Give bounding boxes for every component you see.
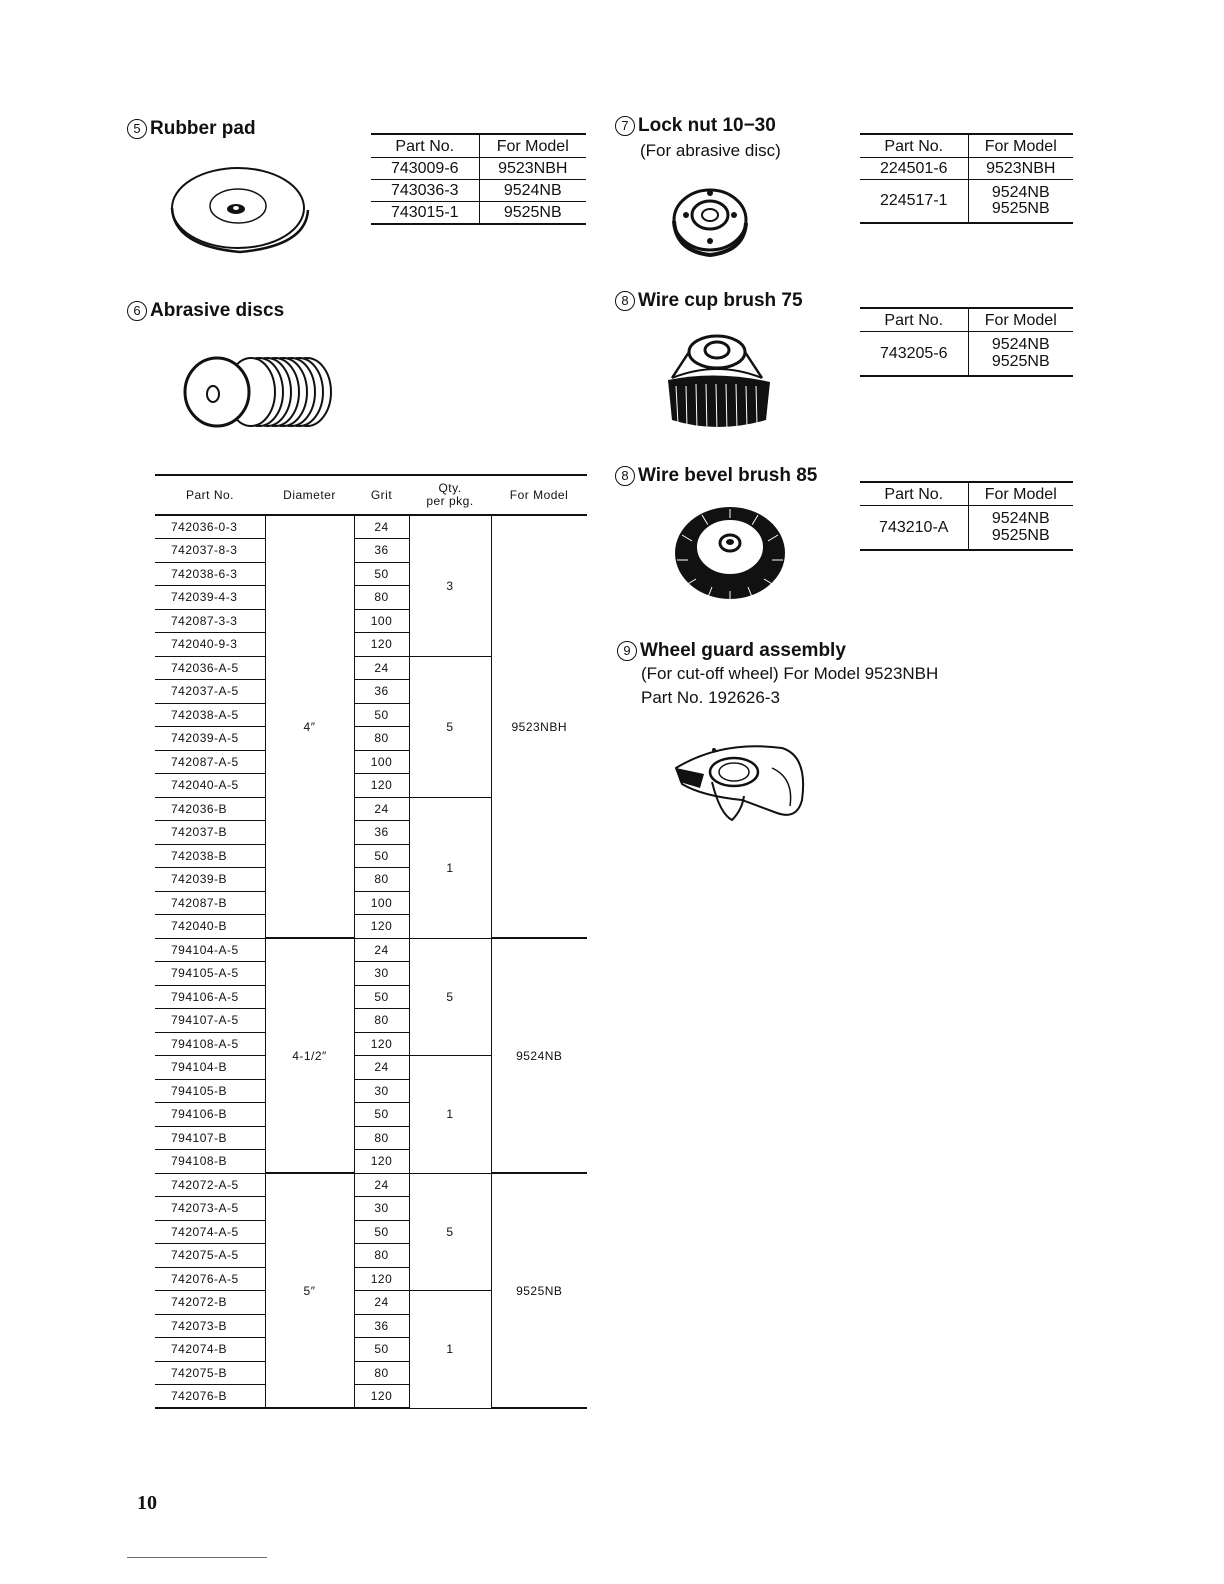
section-number: 8 [615,291,635,311]
model-cell: 9525NB [491,1173,587,1408]
footer-rule [127,1557,267,1558]
part-no-cell: 742076-B [155,1385,265,1409]
part-no-cell: 794106-A-5 [155,985,265,1009]
diameter-cell: 5″ [265,1173,354,1408]
section-number: 5 [127,119,147,139]
part-no-cell: 794104-B [155,1056,265,1080]
grit-cell: 50 [354,844,409,868]
section-number: 7 [615,116,635,136]
section-title: Lock nut 10−30 [638,115,776,136]
lock-nut-heading [615,115,776,137]
grit-cell: 50 [354,703,409,727]
header-for-model: For Model [479,134,586,158]
grit-cell: 80 [354,1009,409,1033]
part-no-cell: 742039-4-3 [155,586,265,610]
part-no-cell: 743036-3 [371,180,479,202]
part-no-cell: 794108-A-5 [155,1032,265,1056]
part-no-cell: 742072-B [155,1291,265,1315]
grit-cell: 36 [354,821,409,845]
part-no-cell: 794106-B [155,1103,265,1127]
section-title: Wire bevel brush 85 [638,465,818,486]
wheel-guard-description: (For cut-off wheel) For Model 9523NBH [641,664,939,683]
grit-cell: 24 [354,1056,409,1080]
section-number: 9 [617,641,637,661]
part-no-cell: 742040-9-3 [155,633,265,657]
part-no-cell: 743009-6 [371,158,479,180]
wire-bevel-brush-illustration [672,505,787,605]
grit-cell: 24 [354,1173,409,1197]
part-no-cell: 742087-3-3 [155,609,265,633]
part-no-cell: 743210-A [860,506,968,550]
abrasive-disc-table [155,474,587,1409]
part-no-cell: 742087-A-5 [155,750,265,774]
lock-nut-table [860,133,1073,224]
abrasive-discs-illustration [183,350,343,430]
header-for-model: For Model [968,308,1073,332]
grit-cell: 120 [354,915,409,939]
qty-cell: 5 [409,1173,491,1291]
header-for-model: For Model [968,134,1073,158]
grit-cell: 80 [354,1126,409,1150]
section-title: Wire cup brush 75 [638,290,803,311]
grit-cell: 80 [354,586,409,610]
part-no-cell: 742040-B [155,915,265,939]
diameter-cell: 4″ [265,515,354,938]
rubber-pad-illustration [170,160,315,260]
qty-cell: 5 [409,938,491,1056]
model-cell: 9524NB 9525NB [968,506,1073,550]
rubber-pad-heading [127,118,256,140]
grit-cell: 100 [354,750,409,774]
part-no-cell: 742075-A-5 [155,1244,265,1268]
grit-cell: 120 [354,1385,409,1409]
section-title: Wheel guard assembly [640,640,846,661]
part-no-cell: 742037-A-5 [155,680,265,704]
grit-cell: 50 [354,985,409,1009]
part-no-cell: 742038-A-5 [155,703,265,727]
wire-bevel-table [860,481,1073,551]
part-no-cell: 742087-B [155,891,265,915]
grit-cell: 80 [354,868,409,892]
abrasive-discs-heading [127,300,284,322]
table-row [155,938,587,962]
grit-cell: 80 [354,1361,409,1385]
grit-cell: 30 [354,1079,409,1103]
part-no-cell: 742074-A-5 [155,1220,265,1244]
part-no-cell: 794108-B [155,1150,265,1174]
part-no-cell: 742039-A-5 [155,727,265,751]
part-no-cell: 794105-A-5 [155,962,265,986]
part-no-cell: 742040-A-5 [155,774,265,798]
section-number: 8 [615,466,635,486]
model-cell: 9523NBH [491,515,587,938]
part-no-cell: 742075-B [155,1361,265,1385]
grit-cell: 36 [354,680,409,704]
table-row [155,515,587,539]
grit-cell: 30 [354,1197,409,1221]
model-cell: 9524NB 9525NB [968,332,1073,376]
grit-cell: 100 [354,609,409,633]
grit-cell: 30 [354,962,409,986]
part-no-cell: 742072-A-5 [155,1173,265,1197]
header-grit: Grit [354,475,409,515]
qty-cell: 1 [409,797,491,938]
header-diameter: Diameter [265,475,354,515]
model-cell: 9525NB [479,202,586,225]
part-no-cell: 743015-1 [371,202,479,225]
grit-cell: 120 [354,1032,409,1056]
wheel-guard-heading [617,640,846,662]
part-no-cell: 742073-A-5 [155,1197,265,1221]
wire-bevel-heading [615,465,817,487]
part-no-cell: 794107-A-5 [155,1009,265,1033]
part-no-cell: 742038-B [155,844,265,868]
model-cell: 9524NB 9525NB [968,180,1073,223]
grit-cell: 120 [354,774,409,798]
grit-cell: 120 [354,1150,409,1174]
part-no-cell: 742076-A-5 [155,1267,265,1291]
wheel-guard-part-no: Part No. 192626-3 [641,688,780,707]
model-cell: 9524NB [491,938,587,1173]
wire-cup-table [860,307,1073,377]
grit-cell: 50 [354,1220,409,1244]
header-part-no: Part No. [371,134,479,158]
page-number: 10 [137,1492,157,1514]
qty-cell: 1 [409,1291,491,1409]
rubber-pad-table [371,133,586,225]
qty-cell: 3 [409,515,491,656]
header-part-no: Part No. [860,482,968,506]
grit-cell: 80 [354,727,409,751]
section-title: Rubber pad [150,118,256,139]
part-no-cell: 742039-B [155,868,265,892]
section-number: 6 [127,301,147,321]
header-part-no: Part No. [860,134,968,158]
header-part-no: Part No. [155,475,265,515]
grit-cell: 24 [354,797,409,821]
part-no-cell: 742036-B [155,797,265,821]
grit-cell: 24 [354,938,409,962]
part-no-cell: 742073-B [155,1314,265,1338]
wire-cup-heading [615,290,803,312]
part-no-cell: 794107-B [155,1126,265,1150]
grit-cell: 80 [354,1244,409,1268]
diameter-cell: 4-1/2″ [265,938,354,1173]
model-cell: 9523NBH [479,158,586,180]
lock-nut-subtitle: (For abrasive disc) [640,141,781,160]
grit-cell: 36 [354,1314,409,1338]
header-qty: Qty. per pkg. [409,475,491,515]
header-for-model: For Model [968,482,1073,506]
qty-cell: 5 [409,656,491,797]
part-no-cell: 742037-8-3 [155,539,265,563]
grit-cell: 50 [354,1338,409,1362]
grit-cell: 120 [354,1267,409,1291]
grit-cell: 24 [354,656,409,680]
grit-cell: 50 [354,562,409,586]
part-no-cell: 742038-6-3 [155,562,265,586]
part-no-cell: 743205-6 [860,332,968,376]
qty-cell: 1 [409,1056,491,1174]
wheel-guard-illustration [672,738,812,828]
table-row [155,1173,587,1197]
part-no-cell: 224517-1 [860,180,968,223]
part-no-cell: 742036-A-5 [155,656,265,680]
model-cell: 9524NB [479,180,586,202]
grit-cell: 24 [354,1291,409,1315]
wire-cup-brush-illustration [662,330,777,435]
part-no-cell: 742036-0-3 [155,515,265,539]
part-no-cell: 794104-A-5 [155,938,265,962]
part-no-cell: 224501-6 [860,158,968,180]
lock-nut-illustration [668,185,758,260]
part-no-cell: 742074-B [155,1338,265,1362]
grit-cell: 120 [354,633,409,657]
grit-cell: 50 [354,1103,409,1127]
part-no-cell: 742037-B [155,821,265,845]
grit-cell: 36 [354,539,409,563]
model-cell: 9523NBH [968,158,1073,180]
grit-cell: 24 [354,515,409,539]
header-for-model: For Model [491,475,587,515]
section-title: Abrasive discs [150,300,285,321]
grit-cell: 100 [354,891,409,915]
header-part-no: Part No. [860,308,968,332]
part-no-cell: 794105-B [155,1079,265,1103]
